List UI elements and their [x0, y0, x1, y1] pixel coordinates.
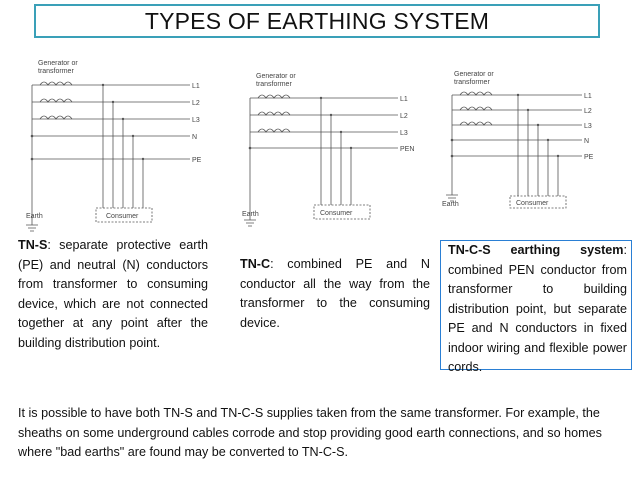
consumer-label: Consumer	[516, 200, 549, 207]
line-label-n: N	[192, 134, 198, 141]
line-label-pen: PEN	[400, 146, 415, 153]
tn-c-text: : combined PE and N conductor all the way from the transformer to the consuming device.	[240, 257, 430, 330]
line-label-l1: L1	[192, 83, 200, 90]
tn-c-s-diagram	[440, 68, 620, 213]
tn-c-s-term: TN-C-S earthing system	[448, 243, 624, 257]
tn-c-s-text: : combined PEN conductor from transformer to building distribution point, but separate PE and N conductors in fixed indoor wiring and flexible power cords.	[448, 243, 627, 374]
tn-c-s-description	[440, 240, 632, 374]
tn-s-text: : separate protective earth (PE) and neutral (N) conductors from transformer to consuming device, which are not connected together at any point after the building distribution point.	[18, 238, 208, 350]
line-label-l3: L3	[584, 123, 592, 130]
tn-c-term: TN-C	[240, 257, 271, 271]
tn-s-diagram	[20, 55, 220, 230]
page-title	[34, 4, 600, 38]
tn-s-term: TN-S	[18, 238, 48, 252]
earth-label: Earth	[26, 213, 43, 220]
source-label-line1: Generator or	[454, 71, 494, 78]
line-label-l3: L3	[400, 130, 408, 137]
line-label-l2: L2	[584, 108, 592, 115]
source-label-line2: transformer	[454, 79, 490, 86]
earth-label: Earth	[442, 201, 459, 208]
tn-c-description	[240, 255, 430, 333]
line-label-l1: L1	[400, 96, 408, 103]
tn-s-description	[18, 236, 208, 353]
line-label-l2: L2	[400, 113, 408, 120]
consumer-label: Consumer	[320, 210, 353, 217]
source-label-line1: Generator or	[38, 60, 78, 67]
source-label-line2: transformer	[38, 68, 74, 75]
line-label-pe: PE	[192, 157, 202, 164]
source-label-line2: transformer	[256, 81, 292, 88]
consumer-label: Consumer	[106, 213, 139, 220]
line-label-n: N	[584, 138, 590, 145]
footer-note: It is possible to have both TN-S and TN-C-S supplies taken from the same transformer. For example, the sheaths on some underground cables corrode and stop providing good earth connections, and so homes where "bad earths" are found may be converted to TN-C-S.	[18, 406, 602, 459]
line-label-l2: L2	[192, 100, 200, 107]
line-label-l1: L1	[584, 93, 592, 100]
line-label-l3: L3	[192, 117, 200, 124]
source-label-line1: Generator or	[256, 73, 296, 80]
earth-label: Earth	[242, 211, 259, 218]
tn-c-diagram	[238, 70, 423, 230]
title-text: TYPES OF EARTHING SYSTEM	[144, 7, 490, 34]
line-label-pe: PE	[584, 154, 594, 161]
